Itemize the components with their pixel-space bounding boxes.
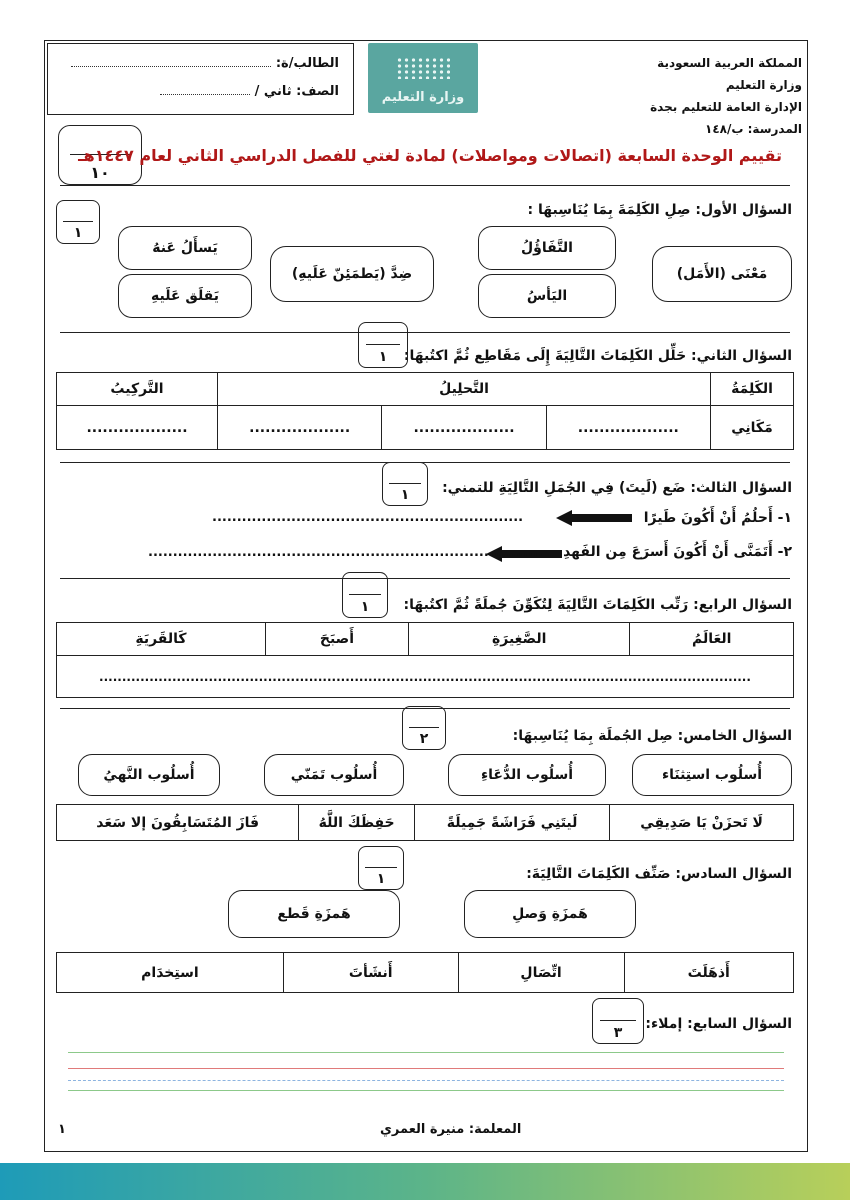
q4-answer[interactable]: ...............................................................................................................................................: [57, 656, 794, 698]
q4-table: [56, 622, 794, 698]
q6-word-1[interactable]: أَذهَلَتَ: [624, 953, 794, 993]
q1-divider: [60, 332, 790, 333]
q1-item-meaning[interactable]: مَعْنَى (الأَمَل): [652, 246, 792, 302]
word-cell: مَكَانِي: [711, 406, 794, 450]
q6-score: ١: [376, 871, 386, 887]
arrow-left-icon: [556, 510, 632, 526]
q6-word-2[interactable]: اتِّصَالِ: [458, 953, 624, 993]
q3-answer-2[interactable]: ................................................................................: [148, 545, 544, 560]
student-info-box: [47, 43, 354, 115]
title-divider: [60, 185, 790, 186]
q5-style-wish[interactable]: أُسلُوب تَمَنّي: [264, 754, 404, 796]
student-label: الطالب/ة:: [275, 56, 339, 71]
q1-option-despair[interactable]: اليَأسُ: [478, 274, 616, 318]
q6-text: السؤال السادس: صَنِّف الكَلِمَاتَ التَّالِيَةَ:: [526, 866, 792, 882]
q2-score-box: [358, 322, 408, 368]
words-row: [57, 623, 794, 656]
q4-word-3: أَصبَحَ: [265, 623, 408, 656]
q6-category-qat[interactable]: هَمزَةِ قَطع: [228, 890, 400, 938]
ministry-line-1: المملكة العربية السعودية: [657, 56, 802, 70]
q5-sentence-1[interactable]: لَا تَحزَنْ يَا صَدِيقِي: [610, 805, 794, 841]
q2-score: ١: [378, 349, 388, 365]
analysis-cell-1[interactable]: ...................: [546, 406, 710, 450]
q6-words-table: [56, 952, 794, 993]
q1-option-worries[interactable]: يَقلَق عَلَيهِ: [118, 274, 252, 318]
ruled-line-bottom: [68, 1090, 784, 1091]
q6-category-wasl[interactable]: هَمزَةِ وَصلِ: [464, 890, 636, 938]
table-row: [57, 406, 794, 450]
header-word: الكَلِمَةُ: [711, 373, 794, 406]
q5-style-exception[interactable]: أُسلُوب استِثنَاء: [632, 754, 792, 796]
q6-word-3[interactable]: أَنشَأتَ: [283, 953, 458, 993]
q1-option-optimism[interactable]: التَّفَاؤُلُ: [478, 226, 616, 270]
q5-sentence-4[interactable]: فَازَ المُتَسَابِقُونَ إلا سَعَد: [57, 805, 299, 841]
ruled-line-top: [68, 1052, 784, 1053]
student-name-field[interactable]: [71, 56, 271, 67]
q5-sentence-2[interactable]: لَيتَنِي فَرَاشَةً جَمِيلَةً: [414, 805, 609, 841]
table-row: [57, 953, 794, 993]
q1-score: ١: [73, 225, 83, 241]
q4-score-box: [342, 572, 388, 618]
ministry-line-2: وزارة التعليم: [725, 78, 802, 92]
q1-item-opposite[interactable]: ضِدَّ (يَطمَئِنّ عَلَيهِ): [270, 246, 434, 302]
ministry-line-3: الإدارة العامة للتعليم بجدة: [650, 100, 802, 114]
answer-row: [57, 656, 794, 698]
page-number: ١: [58, 1122, 66, 1137]
q5-style-prohibition[interactable]: أُسلُوب النَّهيُ: [78, 754, 220, 796]
q1-score-box: [56, 200, 100, 244]
q3-score-box: [382, 462, 428, 506]
q3-item-2: ٢- أَتَمَنَّى أَنْ أَكُونَ أَسرَعَ مِن الفَهدِ: [563, 544, 792, 560]
ruled-line-mid: [68, 1068, 784, 1069]
q6-word-4[interactable]: استِخدَام: [57, 953, 284, 993]
q1-text: السؤال الأول: صِلِ الكَلِمَةَ بِمَا يُنَاسِبهَا :: [527, 202, 792, 218]
q1-option-asks[interactable]: يَسأَلُ عَنهُ: [118, 226, 252, 270]
header-analysis: التَّحلِيلُ: [218, 373, 711, 406]
analysis-cell-2[interactable]: ...................: [382, 406, 546, 450]
class-row: [160, 84, 339, 99]
q4-word-4: كَالقَريَةِ: [57, 623, 266, 656]
ministry-line-4: المدرسة: ب/١٤٨: [705, 122, 802, 136]
q4-score: ١: [360, 599, 370, 615]
q2-table: [56, 372, 794, 450]
q5-score: ٢: [419, 731, 429, 747]
q3-item-1: ١- أَحلُمُ أَنْ أَكُونَ طَيرًا: [643, 510, 792, 526]
bottom-color-bar: [0, 1163, 850, 1200]
teacher-name: المعلمة: منيرة العمري: [380, 1122, 522, 1137]
q3-divider: [60, 578, 790, 579]
ministry-header: [650, 52, 802, 140]
logo-text: وزارة التعليم: [381, 90, 465, 105]
q6-score-box: [358, 846, 404, 890]
q4-text: السؤال الرابع: رَتِّب الكَلِمَاتَ التَّالِيَةَ لِتُكَوِّنَ جُملَةً ثُمَّ اكتُبهَا:: [403, 597, 792, 613]
table-header-row: [57, 373, 794, 406]
q4-word-2: الصَّغِيرَةِ: [409, 623, 630, 656]
ruled-line-dashed: [68, 1080, 784, 1081]
q2-text: السؤال الثاني: حَلِّل الكَلِمَاتَ التَّالِيَةَ إِلَى مَقَاطِع ثُمَّ اكتُبهَا:: [403, 348, 792, 364]
total-score: ١٠: [90, 163, 110, 182]
page-title: تقييم الوحدة السابعة (اتصالات ومواصلات) لمادة لغتي للفصل الدراسي الثاني لعام ١٤٤٧هـ: [78, 146, 782, 165]
q7-score: ٣: [613, 1025, 623, 1041]
composition-cell[interactable]: ...................: [57, 406, 218, 450]
analysis-cell-3[interactable]: ...................: [218, 406, 382, 450]
q3-score: ١: [400, 487, 410, 503]
class-label: الصف: ثاني /: [254, 84, 339, 99]
q4-word-1: العَالَمُ: [630, 623, 794, 656]
student-name-row: [71, 56, 339, 71]
ministry-logo: [368, 43, 478, 113]
header-composition: التَّركِيبُ: [57, 373, 218, 406]
q5-sentences-table: [56, 804, 794, 841]
table-row: [57, 805, 794, 841]
q7-score-box: [592, 998, 644, 1044]
q5-sentence-3[interactable]: حَفِظَكَ اللَّهُ: [299, 805, 414, 841]
q5-text: السؤال الخامس: صِل الجُملَة بِمَا يُنَاسِبهَا:: [512, 728, 792, 744]
q5-style-supplication[interactable]: أُسلُوب الدُّعَاءِ: [448, 754, 606, 796]
q7-text: السؤال السابع: إملاء:: [645, 1016, 792, 1032]
q3-text: السؤال الثالث: ضَع (لَيتَ) فِي الجُمَلِ التَّالِيَةِ للتمني:: [442, 480, 792, 496]
class-field[interactable]: [160, 84, 250, 95]
logo-dots-icon: [396, 57, 450, 79]
q5-score-box: [402, 706, 446, 750]
q3-answer-1[interactable]: ...............................................................: [212, 510, 524, 525]
